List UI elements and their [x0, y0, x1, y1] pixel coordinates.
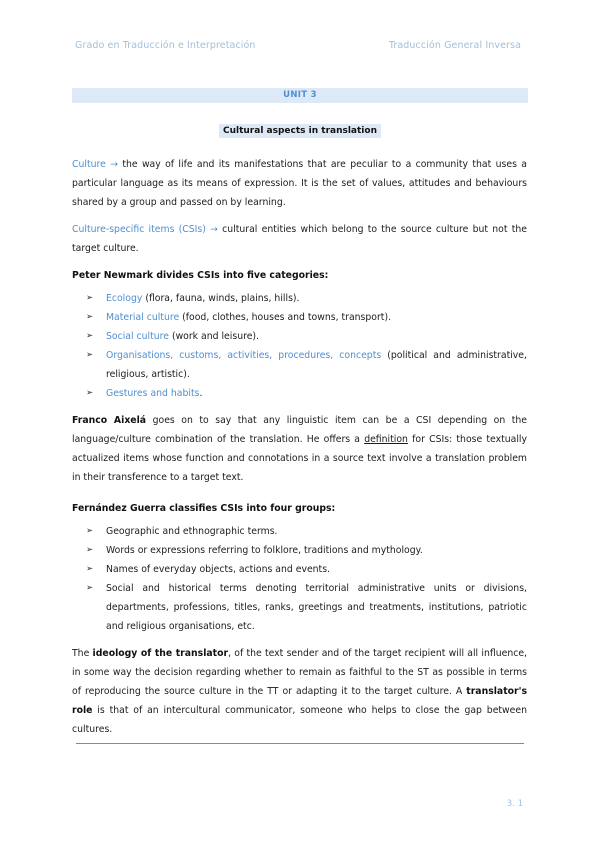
- category-name: Social culture: [106, 331, 169, 342]
- culture-definition: [72, 155, 527, 212]
- ideology-paragraph: [72, 644, 527, 739]
- header-subject: Traducción General Inversa: [388, 40, 521, 51]
- guerra-list: [72, 522, 527, 636]
- arrow-bullet-icon: ➢: [86, 564, 94, 574]
- header-course: Grado en Traducción e Interpretación: [75, 40, 256, 51]
- list-item: [86, 308, 527, 327]
- csi-text: cultural entities which belong to the source culture but not the target culture.: [72, 224, 527, 254]
- arrow-bullet-icon: ➢: [86, 545, 94, 555]
- group-text: Geographic and ethnographic terms.: [106, 526, 278, 537]
- list-item: [86, 560, 527, 579]
- culture-text: the way of life and its manifestations that are peculiar to a community that uses a particular language as its means of expression. It is the set of values, attitudes and behaviours shared by a group and passed on by learning.: [72, 159, 527, 208]
- aixela-paragraph: [72, 411, 527, 487]
- page-title: Cultural aspects in translation: [219, 124, 381, 138]
- list-item: [86, 384, 527, 403]
- list-item: [86, 327, 527, 346]
- newmark-heading: Peter Newmark divides CSIs into five categories:: [72, 270, 329, 281]
- role-term: translator's role: [72, 686, 527, 716]
- category-name: Ecology: [106, 293, 143, 304]
- group-text: Names of everyday objects, actions and events.: [106, 564, 331, 575]
- footer-divider: [76, 743, 524, 744]
- csi-definition: [72, 220, 527, 258]
- ideology-text-3: is that of an intercultural communicator, someone who helps to close the gap between cultures.: [72, 705, 527, 735]
- list-item: [86, 522, 527, 541]
- ideology-term: ideology of the translator: [92, 648, 229, 659]
- group-text: Social and historical terms denoting territorial administrative units or divisions, departments, professions, titles, ranks, greetings and treatments, institutions, patriotic and religious organisations, etc.: [106, 583, 527, 632]
- category-detail: (food, clothes, houses and towns, transport).: [179, 312, 392, 323]
- guerra-heading: Fernández Guerra classifies CSIs into four groups:: [72, 503, 336, 514]
- arrow-bullet-icon: ➢: [86, 350, 94, 360]
- author-name: Franco Aixelá: [72, 415, 147, 426]
- arrow-bullet-icon: ➢: [86, 312, 94, 322]
- arrow-bullet-icon: ➢: [86, 388, 94, 398]
- arrow-bullet-icon: ➢: [86, 526, 94, 536]
- category-name: Material culture: [106, 312, 180, 323]
- newmark-list: [72, 289, 527, 403]
- arrow-bullet-icon: ➢: [86, 331, 94, 341]
- unit-label: UNIT 3: [72, 88, 528, 103]
- list-item: [86, 579, 527, 636]
- csi-term: Culture-specific items (CSIs) →: [72, 224, 218, 235]
- arrow-bullet-icon: ➢: [86, 293, 94, 303]
- ideology-text-1: The: [72, 648, 93, 659]
- category-name: Organisations, customs, activities, procedures, concepts: [106, 350, 382, 361]
- ideology-text-2: , of the text sender and of the target recipient will all influence, in some way the decision regarding whether to remain as faithful to the ST as possible in terms of reproducing the source culture in the TT or adapting it to the target culture. A: [72, 648, 527, 697]
- aixela-text-1: goes on to say that any linguistic item can be a CSI depending on the language/culture combination of the translation. He offers a: [72, 415, 527, 445]
- category-detail: .: [199, 388, 203, 399]
- category-name: Gestures and habits: [106, 388, 200, 399]
- document-body: [72, 155, 527, 739]
- page-title-wrap: [0, 118, 600, 138]
- group-text: Words or expressions referring to folklore, traditions and mythology.: [106, 545, 423, 556]
- definition-link: definition: [364, 434, 408, 445]
- culture-term: Culture →: [72, 159, 118, 170]
- category-detail: (political and administrative, religious, artistic).: [106, 350, 527, 380]
- list-item: [86, 289, 527, 308]
- arrow-bullet-icon: ➢: [86, 583, 94, 593]
- category-detail: (work and leisure).: [168, 331, 260, 342]
- category-detail: (flora, fauna, winds, plains, hills).: [142, 293, 300, 304]
- page-number: 3. 1: [506, 799, 523, 809]
- list-item: [86, 346, 527, 384]
- aixela-text-2: for CSIs: those textually actualized items whose function and connotations in a source text involve a translation problem in their transference to a target text.: [72, 434, 527, 483]
- list-item: [86, 541, 527, 560]
